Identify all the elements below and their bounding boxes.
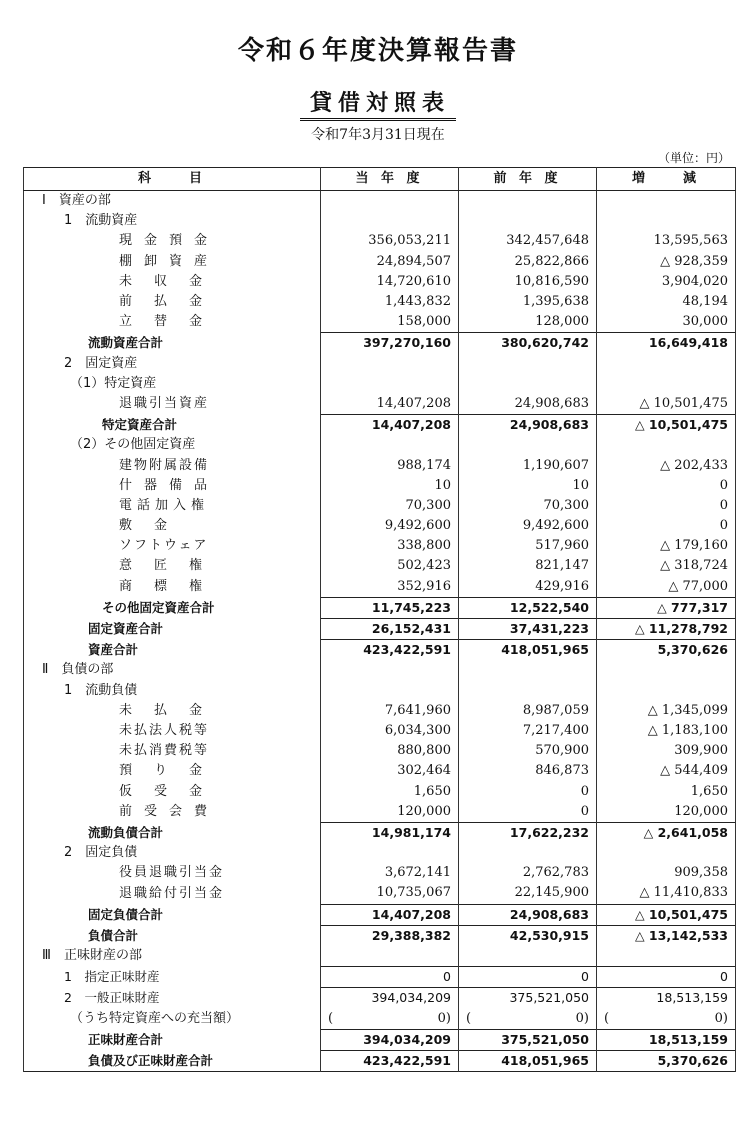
current-year-value: 338,800: [321, 536, 459, 556]
header-change: 増 減: [597, 168, 736, 191]
account-label: 流動負債合計: [24, 822, 321, 843]
table-row: [24, 455, 736, 475]
current-year-value: 29,388,382: [321, 925, 459, 946]
account-label: 1 指定正味財産: [24, 967, 321, 988]
account-label: 退職引当資産: [24, 394, 321, 415]
account-label: 棚卸資産: [24, 252, 321, 272]
previous-year-value: 24,908,683: [459, 394, 597, 415]
change-value: 3,904,020: [597, 272, 736, 292]
previous-year-value: 517,960: [459, 536, 597, 556]
table-row: [24, 946, 736, 967]
account-label: 現金預金: [24, 231, 321, 251]
current-year-value: 10,735,067: [321, 883, 459, 904]
previous-year-value: 37,431,223: [459, 618, 597, 639]
change-value: △ 10,501,475: [597, 904, 736, 925]
table-row: [24, 721, 736, 741]
open-paren: (: [466, 1010, 472, 1026]
current-year-value: 14,981,174: [321, 822, 459, 843]
table-row: [24, 660, 736, 680]
current-year-value: [321, 435, 459, 455]
current-year-value: 10: [321, 476, 459, 496]
current-year-value: [321, 660, 459, 680]
current-year-value: 1,443,832: [321, 292, 459, 312]
current-year-value: 14,407,208: [321, 415, 459, 436]
table-row: [24, 597, 736, 618]
current-year-value: 14,720,610: [321, 272, 459, 292]
paren-wrap: [466, 1009, 589, 1029]
current-year-value: [321, 946, 459, 967]
current-year-value: 70,300: [321, 496, 459, 516]
table-row: [24, 496, 736, 516]
previous-year-value: 429,916: [459, 577, 597, 598]
current-year-value: 158,000: [321, 312, 459, 333]
current-year-value: 6,034,300: [321, 721, 459, 741]
change-value: △ 179,160: [597, 536, 736, 556]
account-label: 預り金: [24, 761, 321, 781]
account-label: 立替金: [24, 312, 321, 333]
change-value: △ 318,724: [597, 556, 736, 576]
table-row: [24, 761, 736, 781]
account-label: 建物附属設備: [24, 455, 321, 475]
change-value: [597, 374, 736, 394]
previous-year-value: 24,908,683: [459, 904, 597, 925]
previous-year-value: 25,822,866: [459, 252, 597, 272]
previous-year-value: 10: [459, 476, 597, 496]
account-label: ソフトウェア: [24, 536, 321, 556]
account-label: 什器備品: [24, 476, 321, 496]
previous-year-value: 418,051,965: [459, 1050, 597, 1071]
change-value: 5,370,626: [597, 1050, 736, 1071]
report-date: 令和7年3月31日現在: [311, 127, 445, 143]
table-row: [24, 904, 736, 925]
change-value: 0: [597, 476, 736, 496]
account-label: Ⅲ 正味財産の部: [24, 946, 321, 967]
account-label: 特定資産合計: [24, 415, 321, 436]
change-value: 13,595,563: [597, 231, 736, 251]
table-row: [24, 781, 736, 801]
previous-year-value: 1,190,607: [459, 455, 597, 475]
change-value: 18,513,159: [597, 988, 736, 1009]
table-row: [24, 312, 736, 333]
account-label: 電話加入権: [24, 496, 321, 516]
account-label: 仮受金: [24, 781, 321, 801]
previous-year-value: 10,816,590: [459, 272, 597, 292]
previous-year-value: 0: [459, 967, 597, 988]
current-year-value: 394,034,209: [321, 988, 459, 1009]
change-value: △ 77,000: [597, 577, 736, 598]
change-value: 5,370,626: [597, 640, 736, 661]
previous-year-value: 22,145,900: [459, 883, 597, 904]
previous-year-value: [459, 681, 597, 701]
account-label: 前受会費: [24, 802, 321, 823]
previous-year-value: 0: [459, 781, 597, 801]
change-value: 1,650: [597, 781, 736, 801]
previous-year-value: 8,987,059: [459, 701, 597, 721]
current-year-value: 356,053,211: [321, 231, 459, 251]
account-label: 役員退職引当金: [24, 863, 321, 883]
change-value: 0: [597, 516, 736, 536]
table-row: [24, 191, 736, 212]
account-label: Ⅱ 負債の部: [24, 660, 321, 680]
change-value: 0: [597, 496, 736, 516]
table-row: [24, 741, 736, 761]
table-row: [24, 211, 736, 231]
table-row: [24, 802, 736, 823]
current-year-value: 988,174: [321, 455, 459, 475]
previous-year-value-cell: [459, 1009, 597, 1030]
previous-year-value: 380,620,742: [459, 333, 597, 354]
change-value: [597, 660, 736, 680]
table-row: [24, 536, 736, 556]
table-row: [24, 822, 736, 843]
change-value: [597, 843, 736, 863]
current-year-value: [321, 191, 459, 212]
account-label: 資産合計: [24, 640, 321, 661]
open-paren: (: [604, 1010, 610, 1026]
previous-year-value: 375,521,050: [459, 988, 597, 1009]
change-value: △ 928,359: [597, 252, 736, 272]
previous-year-value: [459, 660, 597, 680]
account-label: 流動資産合計: [24, 333, 321, 354]
change-value: [597, 946, 736, 967]
account-label: Ⅰ 資産の部: [24, 191, 321, 212]
table-row: [24, 577, 736, 598]
current-year-value: 24,894,507: [321, 252, 459, 272]
current-year-value: 120,000: [321, 802, 459, 823]
previous-year-value: 128,000: [459, 312, 597, 333]
account-label: 未払法人税等: [24, 721, 321, 741]
current-year-value: [321, 843, 459, 863]
change-value: [597, 354, 736, 374]
current-year-value: [321, 354, 459, 374]
account-label: 正味財産合計: [24, 1029, 321, 1050]
document-title: 令和６年度決算報告書: [237, 36, 518, 66]
account-label: 負債合計: [24, 925, 321, 946]
open-paren: (: [328, 1010, 334, 1026]
header-previous-year: 前 年 度: [459, 168, 597, 191]
table-row: [24, 231, 736, 251]
table-row: [24, 681, 736, 701]
account-label: 負債及び正味財産合計: [24, 1050, 321, 1071]
current-year-value: 1,650: [321, 781, 459, 801]
current-year-value: 0: [321, 967, 459, 988]
change-value-cell: [597, 1009, 736, 1030]
account-label: 2 一般正味財産: [24, 988, 321, 1009]
change-value: △ 10,501,475: [597, 415, 736, 436]
change-value: △ 777,317: [597, 597, 736, 618]
header-row: [24, 168, 736, 191]
change-value: 0: [597, 967, 736, 988]
table-row: [24, 272, 736, 292]
current-year-value: 9,492,600: [321, 516, 459, 536]
table-row: [24, 516, 736, 536]
current-year-value: 7,641,960: [321, 701, 459, 721]
table-row: [24, 374, 736, 394]
change-value: 30,000: [597, 312, 736, 333]
table-row: [24, 863, 736, 883]
account-label: 固定資産合計: [24, 618, 321, 639]
account-label: 退職給付引当金: [24, 883, 321, 904]
previous-year-value: [459, 191, 597, 212]
table-row: [24, 415, 736, 436]
change-value: 120,000: [597, 802, 736, 823]
table-row: [24, 618, 736, 639]
account-label: 固定負債合計: [24, 904, 321, 925]
table-row: [24, 354, 736, 374]
table-row: [24, 1029, 736, 1050]
previous-year-value: [459, 435, 597, 455]
table-row: [24, 476, 736, 496]
change-value: 16,649,418: [597, 333, 736, 354]
header-current-year: 当 年 度: [321, 168, 459, 191]
unit-label: （単位：円）: [657, 151, 730, 165]
table-row: [24, 333, 736, 354]
current-year-value: [321, 374, 459, 394]
account-label: 未払消費税等: [24, 741, 321, 761]
current-year-value: 397,270,160: [321, 333, 459, 354]
current-year-value: 11,745,223: [321, 597, 459, 618]
current-year-value: 394,034,209: [321, 1029, 459, 1050]
account-label: （1）特定資産: [24, 374, 321, 394]
table-row: [24, 883, 736, 904]
change-value: △ 13,142,533: [597, 925, 736, 946]
current-year-value: 352,916: [321, 577, 459, 598]
current-year-value: 26,152,431: [321, 618, 459, 639]
change-value: △ 202,433: [597, 455, 736, 475]
document-subtitle: 貸借対照表: [300, 86, 456, 121]
previous-year-value: 70,300: [459, 496, 597, 516]
previous-year-value: 42,530,915: [459, 925, 597, 946]
previous-year-value: 0: [459, 802, 597, 823]
previous-year-value: [459, 374, 597, 394]
table-row: [24, 556, 736, 576]
change-value: △ 11,278,792: [597, 618, 736, 639]
current-year-value: 880,800: [321, 741, 459, 761]
current-year-value: 14,407,208: [321, 904, 459, 925]
account-label: 1 流動資産: [24, 211, 321, 231]
change-value: [597, 435, 736, 455]
change-value: 309,900: [597, 741, 736, 761]
change-value: △ 544,409: [597, 761, 736, 781]
account-label: 意匠権: [24, 556, 321, 576]
table-row: [24, 640, 736, 661]
account-label: （うち特定資産への充当額）: [24, 1009, 321, 1030]
account-label: その他固定資産合計: [24, 597, 321, 618]
balance-sheet-table: [23, 167, 736, 1072]
change-value: △ 11,410,833: [597, 883, 736, 904]
account-label: 2 固定資産: [24, 354, 321, 374]
current-year-value: 0): [437, 1010, 451, 1026]
previous-year-value: 1,395,638: [459, 292, 597, 312]
previous-year-value: 846,873: [459, 761, 597, 781]
table-row: [24, 967, 736, 988]
account-label: 2 固定負債: [24, 843, 321, 863]
current-year-value-cell: [321, 1009, 459, 1030]
current-year-value: [321, 211, 459, 231]
previous-year-value: 24,908,683: [459, 415, 597, 436]
subtitle-wrap: [0, 86, 756, 121]
previous-year-value: 12,522,540: [459, 597, 597, 618]
current-year-value: 14,407,208: [321, 394, 459, 415]
account-label: （2）その他固定資産: [24, 435, 321, 455]
account-label: 未収金: [24, 272, 321, 292]
previous-year-value: 418,051,965: [459, 640, 597, 661]
current-year-value: [321, 681, 459, 701]
table-row: [24, 925, 736, 946]
previous-year-value: 0): [575, 1010, 589, 1026]
previous-year-value: 570,900: [459, 741, 597, 761]
previous-year-value: [459, 843, 597, 863]
change-value: 0): [714, 1010, 728, 1026]
header-account: 科 目: [24, 168, 321, 191]
previous-year-value: 375,521,050: [459, 1029, 597, 1050]
current-year-value: 423,422,591: [321, 1050, 459, 1071]
current-year-value: 502,423: [321, 556, 459, 576]
change-value: [597, 191, 736, 212]
previous-year-value: [459, 354, 597, 374]
table-row: [24, 435, 736, 455]
previous-year-value: 17,622,232: [459, 822, 597, 843]
table-row: [24, 394, 736, 415]
table-row: [24, 701, 736, 721]
previous-year-value: 2,762,783: [459, 863, 597, 883]
previous-year-value: 7,217,400: [459, 721, 597, 741]
change-value: △ 2,641,058: [597, 822, 736, 843]
current-year-value: 423,422,591: [321, 640, 459, 661]
account-label: 前払金: [24, 292, 321, 312]
table-row: [24, 843, 736, 863]
change-value: △ 10,501,475: [597, 394, 736, 415]
paren-wrap: [328, 1009, 451, 1029]
change-value: [597, 211, 736, 231]
previous-year-value: 821,147: [459, 556, 597, 576]
previous-year-value: 9,492,600: [459, 516, 597, 536]
account-label: 未払金: [24, 701, 321, 721]
current-year-value: 3,672,141: [321, 863, 459, 883]
table-row: [24, 1009, 736, 1030]
current-year-value: 302,464: [321, 761, 459, 781]
account-label: 1 流動負債: [24, 681, 321, 701]
account-label: 商標権: [24, 577, 321, 598]
table-row: [24, 292, 736, 312]
change-value: 909,358: [597, 863, 736, 883]
change-value: [597, 681, 736, 701]
change-value: △ 1,345,099: [597, 701, 736, 721]
table-row: [24, 252, 736, 272]
previous-year-value: [459, 946, 597, 967]
table-row: [24, 988, 736, 1009]
paren-wrap: [604, 1009, 728, 1029]
table-row: [24, 1050, 736, 1071]
change-value: △ 1,183,100: [597, 721, 736, 741]
account-label: 敷金: [24, 516, 321, 536]
previous-year-value: 342,457,648: [459, 231, 597, 251]
previous-year-value: [459, 211, 597, 231]
change-value: 18,513,159: [597, 1029, 736, 1050]
table-body: [24, 191, 736, 1072]
change-value: 48,194: [597, 292, 736, 312]
